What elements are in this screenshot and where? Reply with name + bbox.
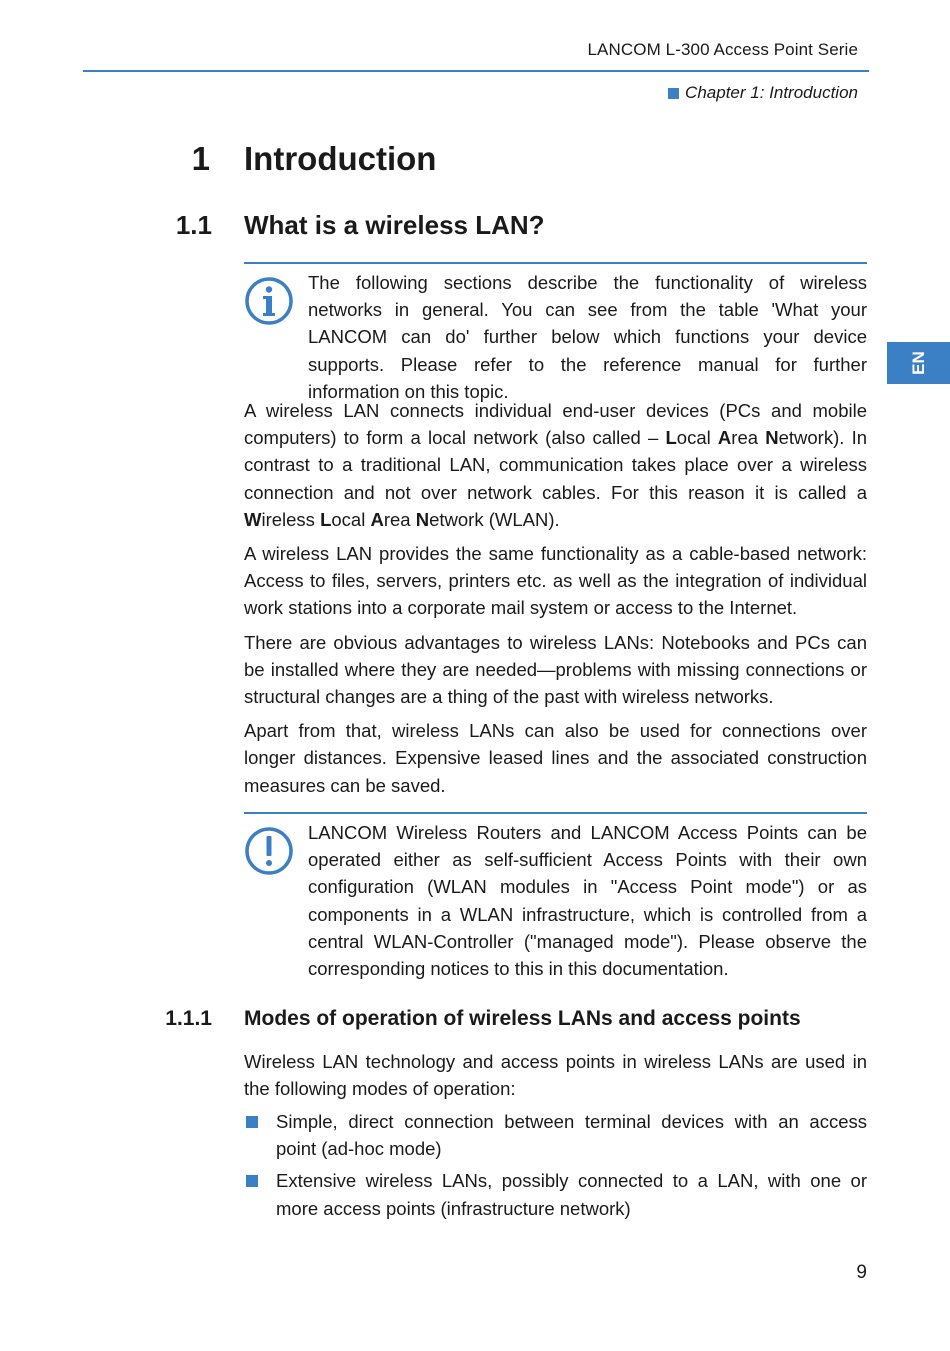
modes-list [244,1108,867,1227]
warning-note [244,812,867,982]
section-number: 1.1 [175,210,212,240]
chapter-reference [668,83,858,103]
paragraph-functionality: A wireless LAN provides the same functionality as a cable-based network: Access to files, servers, printers etc. as well as the integration of individual work stations into a corporate mail system or access to the Internet. [244,543,867,619]
list-item-text: Simple, direct connection between terminal devices with an access point (ad-hoc mode) [276,1111,867,1160]
running-header-title: LANCOM L-300 Access Point Serie [587,40,858,59]
info-note [244,262,867,405]
intro-paragraphs [244,397,867,806]
paragraph-advantages: There are obvious advantages to wireless LANs: Notebooks and PCs can be installed where they are needed—problems with missing connections or structural changes are a thing of the past with wireless networks. [244,631,867,708]
list-item-text: Extensive wireless LANs, possibly connected to a LAN, with one or more access points (infrastructure network) [276,1170,867,1219]
chapter-number: 1 [191,140,210,177]
square-bullet-icon [246,1116,258,1128]
square-bullet-icon [668,88,679,99]
subsection-title: Modes of operation of wireless LANs and access points [244,1007,801,1030]
paragraph-long-distance: Apart from that, wireless LANs can also be used for connections over longer distances. Expensive leased lines and the associated construction measures can be saved. [244,720,867,796]
list-item [244,1108,867,1162]
warning-note-text: LANCOM Wireless Routers and LANCOM Access Points can be operated either as self-sufficient Access Points with their own configuration (WLAN modules in "Access Point mode") or as components in a WLAN infrastructure, which is controlled from a central WLAN-Controller ("managed mode"). Please observe the corresponding notices to this in this documentation. [308,822,867,980]
page-number: 9 [856,1262,867,1283]
section-title: What is a wireless LAN? [244,210,545,240]
language-tab-label: EN [908,351,928,375]
list-item [244,1167,867,1221]
square-bullet-icon [246,1175,258,1187]
subsection-number: 1.1.1 [165,1007,212,1030]
paragraph-wlan-definition: A wireless LAN connects individual end-user devices (PCs and mobile computers) to form a local network (also called – Local Area Network). In contrast to a traditional LAN, communication takes place over a wireless connection and not over network cables. For this reason it is called a Wireless Local Area Network (WLAN). [244,400,867,530]
chapter-reference-label: Chapter 1: Introduction [685,83,858,102]
info-note-text: The following sections describe the functionality of wireless networks in general. You can see from the table 'What your LANCOM can do' further below which functions your device supports. Please refer to the reference manual for further information on this topic. [308,272,867,402]
exclamation-icon [244,826,294,876]
modes-intro [244,1048,867,1109]
info-icon [244,276,294,326]
paragraph-modes-intro: Wireless LAN technology and access points in wireless LANs are used in the following modes of operation: [244,1051,867,1100]
language-tab [887,342,950,384]
chapter-title: Introduction [244,140,437,177]
header-divider [83,70,869,72]
